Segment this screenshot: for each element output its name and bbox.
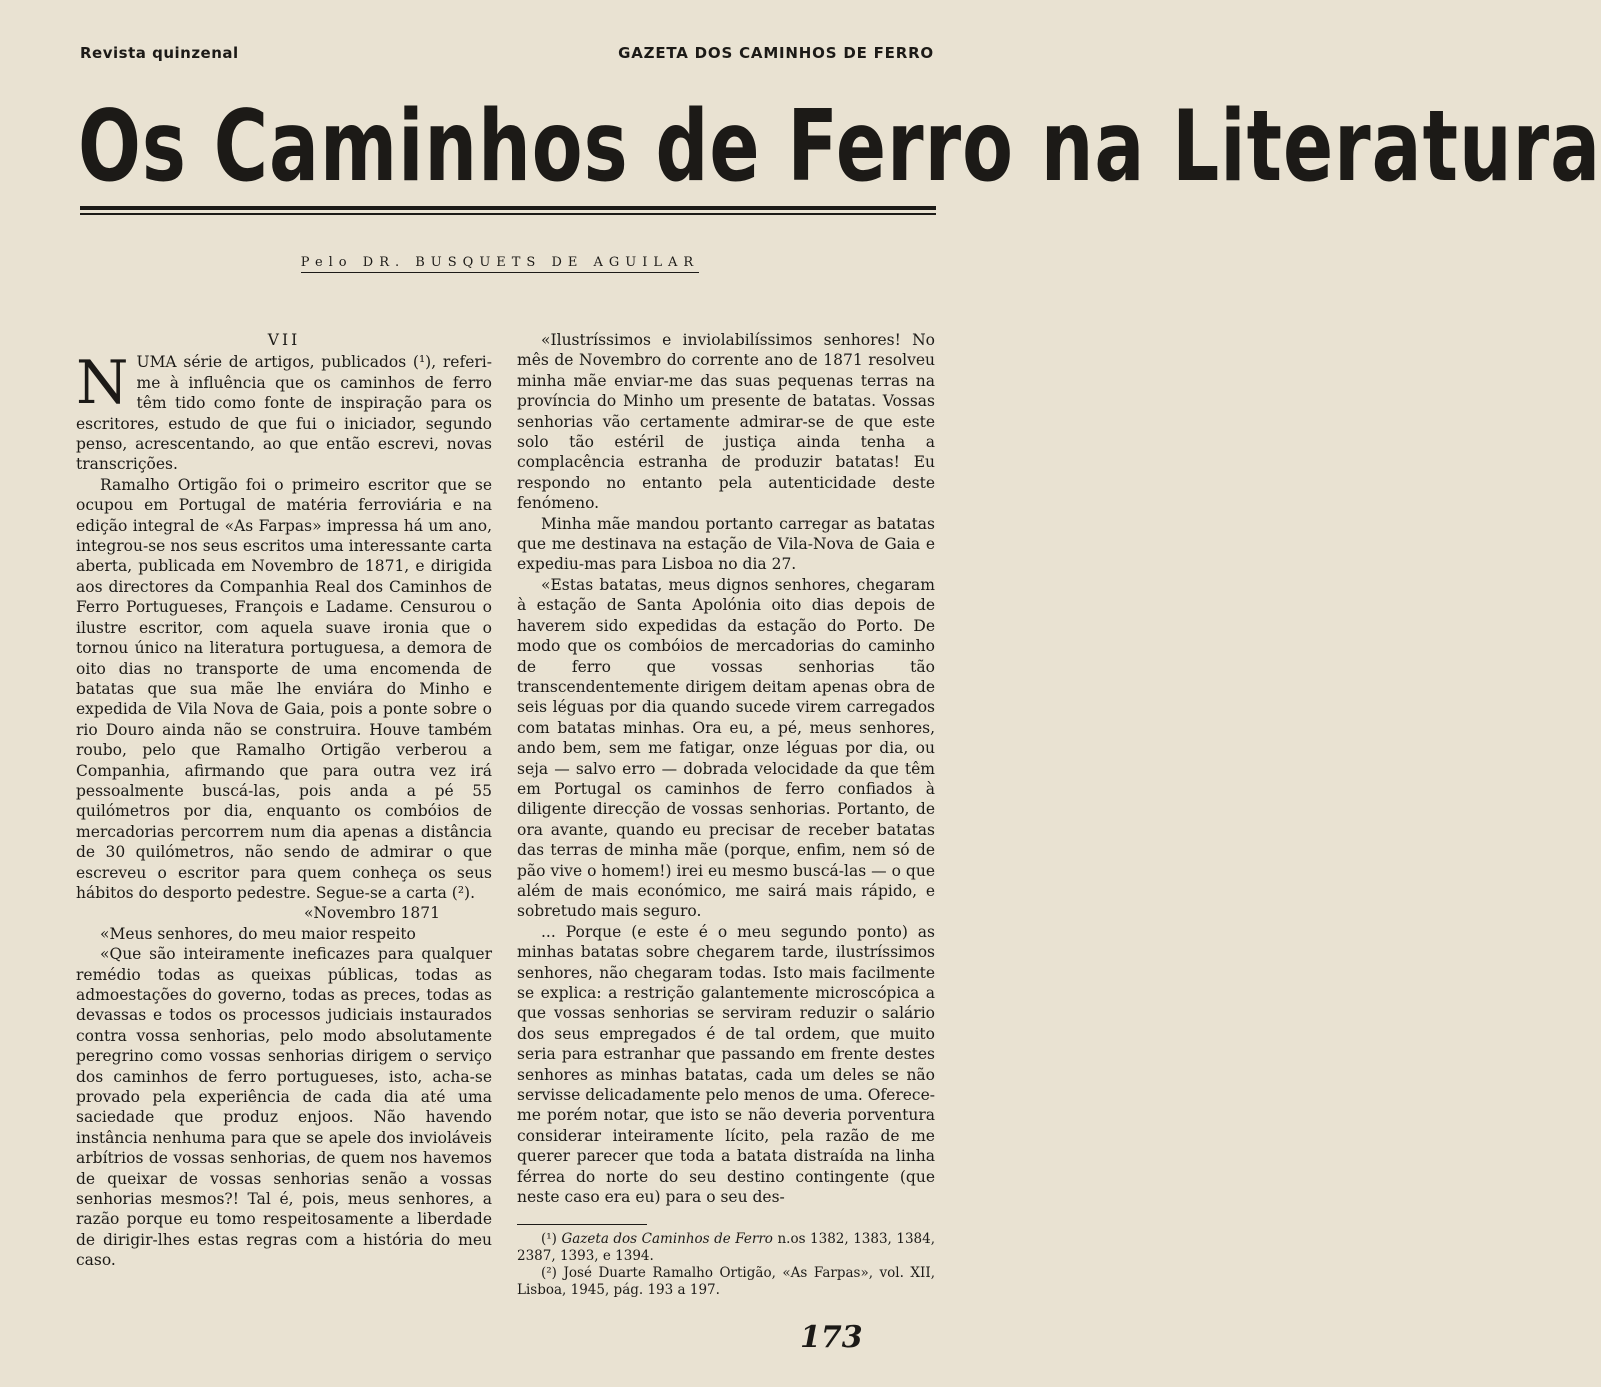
right-column	[517, 330, 935, 1207]
letter-paragraph: ... Porque (e este é o meu segundo ponto) as minhas batatas sobre chegarem tarde, ilustríssimos senhores, não chegaram todas. Isto mais facilmente se explica: a restrição galantemente microscópica a que vossas senhorias se serviram reduzir o salário dos seus empregados é de tal ordem, que muito seria para estranhar que passando em frente destes senhores as minhas batatas, cada um deles se não servisse delicadamente pelo menos de uma. Oferece-me porém notar, que isto se não deveria porventura considerar inteiramente lícito, pela razão de me querer parecer que toda a batata distraída na linha férrea do norte do seu destino contingente (que neste caso era eu) para o seu des-	[517, 922, 936, 1207]
byline-text: Pelo DR. BUSQUETS DE AGUILAR	[301, 255, 699, 273]
byline	[0, 255, 1000, 270]
page-number: 173	[800, 1320, 863, 1355]
title-rule-thin	[80, 213, 936, 215]
title-rule-thick	[80, 206, 936, 210]
footnote-1-journal: Gazeta dos Caminhos de Ferro	[561, 1231, 773, 1247]
letter-paragraph: «Estas batatas, meus dignos senhores, chegaram à estação de Santa Apolónia oito dias depois de haverem sido expedidas da estação do Porto. De modo que os combóios de mercadorias do caminho de ferro que vossas senhorias tão transcendentemente dirigem deitam apenas obra de seis léguas por dia quando sucede virem carregados com batatas minhas. Ora eu, a pé, meus senhores, ando bem, sem me fatigar, onze léguas por dia, ou seja — salvo erro — dobrada velocidade da que têm em Portugal os caminhos de ferro confiados à diligente direcção de vossas senhorias. Portanto, de ora avante, quando eu precisar de receber batatas das terras de minha mãe (porque, enfim, nem só de pão vive o homem!) irei eu mesmo buscá-las — o que além de mais económico, me sairá mais rápido, e sobretudo mais seguro.	[517, 575, 935, 921]
article-title: Os Caminhos de Ferro na Literatura	[78, 90, 1601, 204]
paragraph: Ramalho Ortigão foi o primeiro escritor que se ocupou em Portugal de matéria ferroviária e na edição integral de «As Farpas» impressa há um ano, integrou-se nos seus escritos uma interessante carta aberta, publicada em Novembro de 1871, e dirigida aos directores da Companhia Real dos Caminhos de Ferro Portugueses, François e Ladame. Censurou o ilustre escritor, com aquela suave ironia que o tornou único na literatura portuguesa, a demora de oito dias no transporte de uma encomenda de batatas que sua mãe lhe enviára do Minho e expedida de Vila Nova de Gaia, pois a ponte sobre o rio Douro ainda não se construira. Houve também roubo, pelo que Ramalho Ortigão verberou a Companhia, afirmando que para outra vez irá pessoalmente buscá-las, pois anda a pé 55 quilómetros por dia, enquanto os combóios de mercadorias percorrem num dia apenas a distância de 30 quilómetros, não sendo de admirar o que escreveu o escritor para quem conheça os seus hábitos do desporto pedestre. Segue-se a carta (²).	[76, 475, 492, 902]
section-number: VII	[267, 331, 301, 349]
letter-paragraph: «Ilustríssimos e inviolabilíssimos senhores! No mês de Novembro do corrente ano de 1871 resolveu minha mãe enviar-me das suas pequenas terras na província do Minho um presente de batatas. Vossas senhorias vão certamente admirar-se de que este solo tão estéril de justiça ainda tenha a complacência estranha de produzir batatas! Eu respondo no entanto pela autenticidade deste fenómeno.	[517, 331, 935, 513]
footnote-1-marker: (¹)	[541, 1231, 557, 1247]
left-column	[76, 330, 492, 1271]
footnote-rule	[517, 1224, 647, 1225]
opening-paragraph	[76, 348, 492, 474]
opening-paragraph-text: UMA série de artigos, publicados (¹), referi-me à influência que os caminhos de ferro têm tido como fonte de inspiração para os escritores, estudo de que fui o iniciador, segundo penso, acrescentando, ao que então escrevi, novas transcrições.	[76, 353, 492, 474]
letter-paragraph: «Que são inteiramente ineficazes para qualquer remédio todas as queixas públicas, todas as admoestações do governo, todas as preces, todas as devassas e todos os processos judiciais instaurados contra vossa senhorias, pelo modo absolutamente peregrino como vossas senhorias dirigem o serviço dos caminhos de ferro portugueses, isto, acha-se provado pela experiência de cada dia até uma saciedade que produz enjoos. Não havendo instância nenhuma para que se apele dos invioláveis arbítrios de vossas senhorias, de quem nos havemos de queixar de vossas senhorias senão a vossas senhorias mesmos?! Tal é, pois, meus senhores, a razão porque eu tomo respeitosamente a liberdade de dirigir-lhes estas regras com a história do meu caso.	[76, 945, 492, 1270]
letter-paragraph: Minha mãe mandou portanto carregar as batatas que me destinava na estação de Vila-Nova de Gaia e expediu-mas para Lisboa no dia 27.	[517, 514, 935, 574]
letter-salutation: «Meus senhores, do meu maior respeito	[100, 924, 416, 943]
running-header	[80, 44, 934, 62]
header-publication-name: GAZETA DOS CAMINHOS DE FERRO	[618, 44, 934, 62]
drop-cap: N	[76, 348, 129, 419]
footnote-1	[517, 1231, 935, 1265]
letter-date: «Novembro 1871	[303, 904, 440, 923]
footnote-1-text: n.os 1382, 1383, 1384, 2387, 1393, e 1394.	[517, 1231, 936, 1264]
header-periodicity: Revista quinzenal	[80, 44, 239, 62]
footnote-2: (²) José Duarte Ramalho Ortigão, «As Farpas», vol. XII, Lisboa, 1945, pág. 193 a 197.	[517, 1265, 935, 1298]
footnotes	[517, 1224, 935, 1299]
